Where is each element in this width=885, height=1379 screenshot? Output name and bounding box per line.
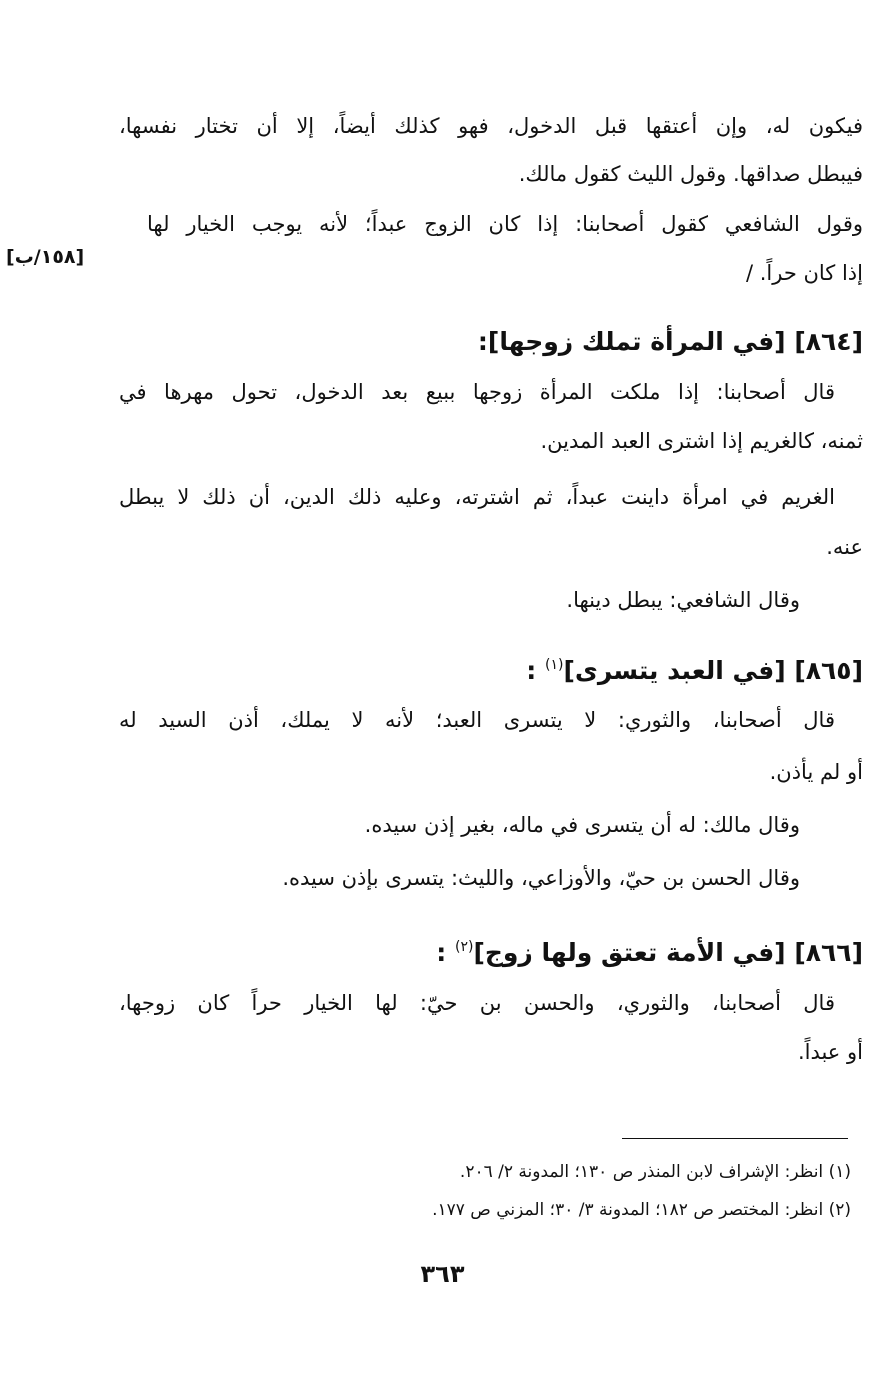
text-line: قال أصحابنا، والثوري: لا يتسرى العبد؛ لأنه لا يملك، أذن السيد له bbox=[119, 708, 835, 732]
heading-colon: : bbox=[526, 656, 537, 685]
footnote bbox=[432, 1196, 851, 1224]
text-line: ثمنه، كالغريم إذا اشترى العبد المدين. bbox=[540, 429, 863, 453]
text-line: الغريم في امرأة داينت عبداً، ثم اشترته، وعليه ذلك الدين، أن ذلك لا يبطل bbox=[119, 485, 835, 509]
section-number: [٨٦٥] bbox=[794, 656, 863, 685]
text-line: قال أصحابنا: إذا ملكت المرأة زوجها ببيع بعد الدخول، تحول مهرها في bbox=[119, 380, 835, 404]
text-line: فيبطل صداقها. وقول الليث كقول مالك. bbox=[518, 162, 863, 186]
section-title: [في العبد يتسرى] bbox=[563, 656, 786, 685]
section-number: [٨٦٦] bbox=[794, 938, 863, 967]
footnote-marker: (١) bbox=[828, 1162, 851, 1182]
text-line: وقال الشافعي: يبطل دينها. bbox=[566, 588, 800, 612]
footnote-text: انظر: الإشراف لابن المنذر ص ١٣٠؛ المدونة ٢/ ٢٠٦. bbox=[459, 1162, 824, 1182]
text-line: عنه. bbox=[826, 535, 863, 559]
section-title: [في الأمة تعتق ولها زوج] bbox=[473, 938, 786, 967]
footnote-divider bbox=[622, 1138, 848, 1139]
margin-folio-note: [١٥٨/ب] bbox=[6, 246, 85, 268]
text-line: فيكون له، وإن أعتقها قبل الدخول، فهو كذلك أيضاً، إلا أن تختار نفسها، bbox=[119, 114, 863, 138]
section-heading bbox=[478, 322, 863, 362]
text-line: وقال مالك: له أن يتسرى في ماله، بغير إذن سيده. bbox=[364, 813, 800, 837]
footnote-text: انظر: المختصر ص ١٨٢؛ المدونة ٣/ ٣٠؛ المزني ص ١٧٧. bbox=[432, 1200, 824, 1220]
page-number: ٣٦٣ bbox=[420, 1260, 465, 1288]
text-line: وقال الحسن بن حيّ، والأوزاعي، والليث: يتسرى بإذن سيده. bbox=[282, 866, 800, 890]
footnote-ref: (٢) bbox=[454, 939, 474, 955]
section-title: [في المرأة تملك زوجها]: bbox=[477, 327, 786, 356]
text-line: قال أصحابنا، والثوري، والحسن بن حيّ: لها الخيار حراً كان زوجها، bbox=[119, 991, 835, 1015]
footnote bbox=[460, 1158, 851, 1186]
footnote-ref: (١) bbox=[545, 657, 564, 673]
section-number: [٨٦٤] bbox=[794, 327, 863, 356]
heading-colon: : bbox=[436, 938, 447, 967]
text-line: أو عبداً. bbox=[797, 1040, 863, 1064]
section-heading bbox=[436, 927, 863, 973]
text-line: إذا كان حراً. / bbox=[745, 261, 863, 285]
section-heading bbox=[526, 645, 863, 691]
text-line: أو لم يأذن. bbox=[769, 760, 863, 784]
text-line: وقول الشافعي كقول أصحابنا: إذا كان الزوج عبداً؛ لأنه يوجب الخيار لها bbox=[147, 212, 863, 236]
footnote-marker: (٢) bbox=[828, 1200, 851, 1220]
